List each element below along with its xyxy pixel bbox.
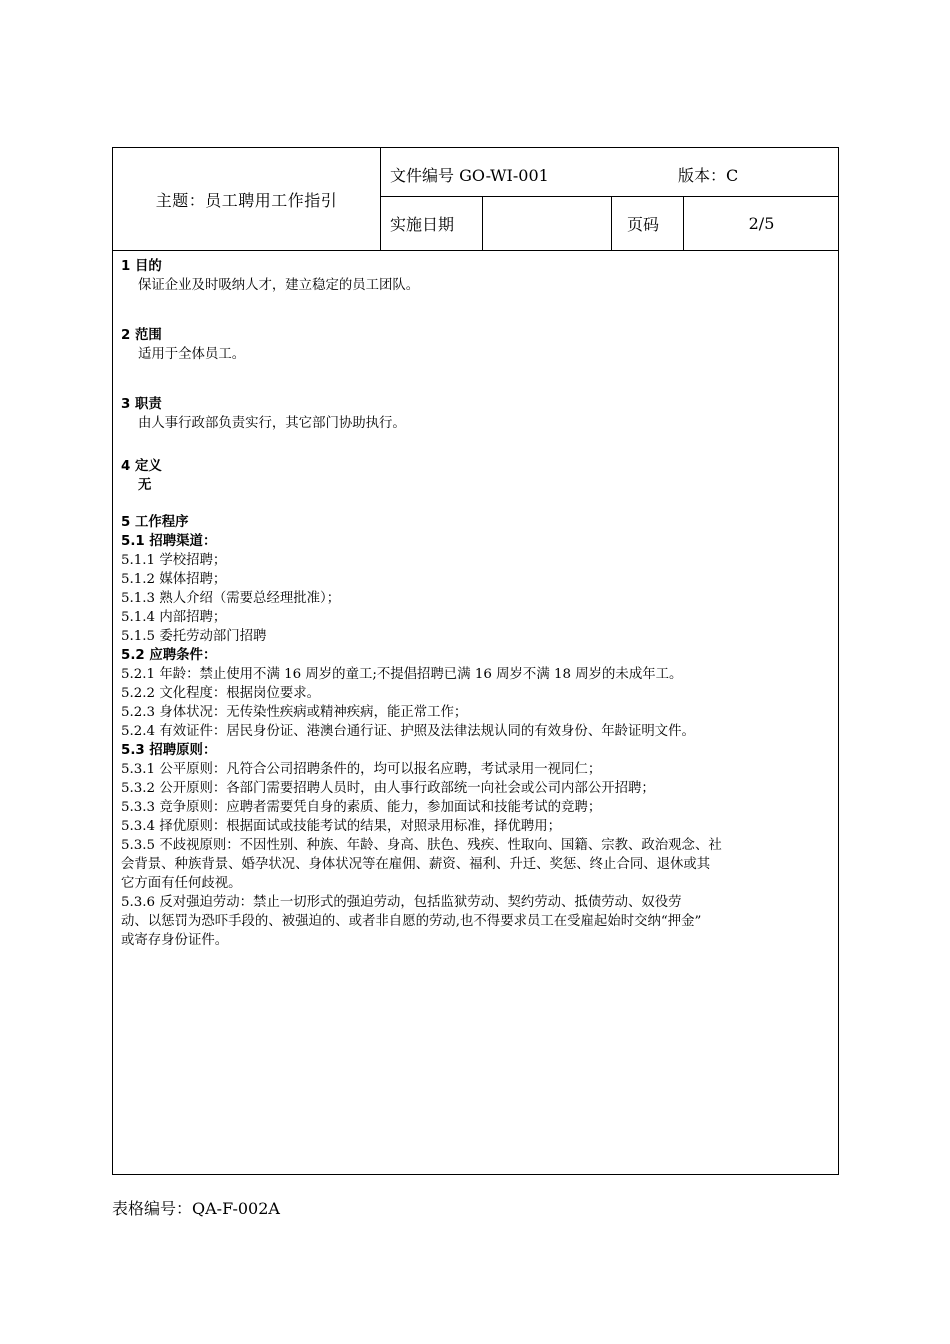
doc-version: 版本：C	[678, 166, 739, 185]
subject-title: 主题：员工聘用工作指引	[113, 148, 381, 250]
page-label: 页码	[612, 197, 684, 250]
list-item: 5.2.3 身体状况：无传染性疾病或精神疾病，能正常工作；	[121, 705, 468, 720]
list-item: 5.3.3 竞争原则：应聘者需要凭自身的素质、能力，参加面试和技能考试的竞聘；	[121, 800, 602, 815]
list-item: 5.1.1 学校招聘；	[121, 553, 227, 568]
section-2-title: 2 范围	[121, 328, 162, 343]
document-header	[113, 148, 838, 251]
section-3-text: 由人事行政部负责实行，其它部门协助执行。	[138, 416, 406, 431]
form-number: 表格编号：QA-F-002A	[112, 1199, 280, 1218]
document-body	[121, 257, 833, 950]
header-row-date	[381, 197, 839, 250]
page-number: 2/5	[748, 214, 775, 233]
header-row-docno	[381, 148, 839, 197]
list-item: 5.3.1 公平原则：凡符合公司招聘条件的，均可以报名应聘，考试录用一视同仁；	[121, 762, 602, 777]
impl-date-label: 实施日期	[381, 197, 483, 250]
section-2-text: 适用于全体员工。	[138, 347, 246, 362]
impl-date-value	[483, 197, 612, 250]
section-5-3-title: 5.3 招聘原则：	[121, 743, 217, 758]
list-item: 5.1.4 内部招聘；	[121, 610, 227, 625]
document-frame	[112, 147, 839, 1175]
section-5-title: 5 工作程序	[121, 515, 189, 530]
list-item-line: 或寄存身份证件。	[121, 933, 229, 948]
doc-number: 文件编号 GO-WI-001	[390, 166, 549, 185]
section-4-text: 无	[138, 478, 152, 493]
list-item: 5.2.2 文化程度：根据岗位要求。	[121, 686, 321, 701]
section-3-title: 3 职责	[121, 397, 162, 412]
list-item: 5.1.2 媒体招聘；	[121, 572, 227, 587]
list-item: 5.1.5 委托劳动部门招聘	[121, 629, 267, 644]
list-item: 5.3.2 公开原则：各部门需要招聘人员时，由人事行政部统一向社会或公司内部公开招聘；	[121, 781, 655, 796]
list-item-line: 会背景、种族背景、婚孕状况、身体状况等在雇佣、薪资、福利、升迁、奖惩、终止合同、退休或其	[121, 857, 711, 872]
list-item: 5.2.1 年龄：禁止使用不满 16 周岁的童工;不提倡招聘已满 16 周岁不满 18 周岁的未成年工。	[121, 667, 683, 682]
list-item: 5.1.3 熟人介绍（需要总经理批准）；	[121, 591, 341, 606]
section-1-title: 1 目的	[121, 259, 162, 274]
list-item-line: 它方面有任何歧视。	[121, 876, 242, 891]
list-item-line: 5.3.5 不歧视原则：不因性别、种族、年龄、身高、肤色、残疾、性取向、国籍、宗教、政治观念、社	[121, 838, 722, 853]
section-4-title: 4 定义	[121, 459, 162, 474]
section-1-text: 保证企业及时吸纳人才，建立稳定的员工团队。	[138, 278, 420, 293]
list-item-line: 5.3.6 反对强迫劳动：禁止一切形式的强迫劳动，包括监狱劳动、契约劳动、抵债劳动、奴役劳	[121, 895, 682, 910]
section-5-2-title: 5.2 应聘条件：	[121, 648, 217, 663]
section-5-1-title: 5.1 招聘渠道：	[121, 534, 217, 549]
list-item: 5.2.4 有效证件：居民身份证、港澳台通行证、护照及法律法规认同的有效身份、年龄证明文件。	[121, 724, 695, 739]
list-item: 5.3.4 择优原则：根据面试或技能考试的结果，对照录用标准，择优聘用；	[121, 819, 562, 834]
list-item-line: 动、以惩罚为恐吓手段的、被强迫的、或者非自愿的劳动,也不得要求员工在受雇起始时交纳“押金”	[121, 914, 702, 929]
